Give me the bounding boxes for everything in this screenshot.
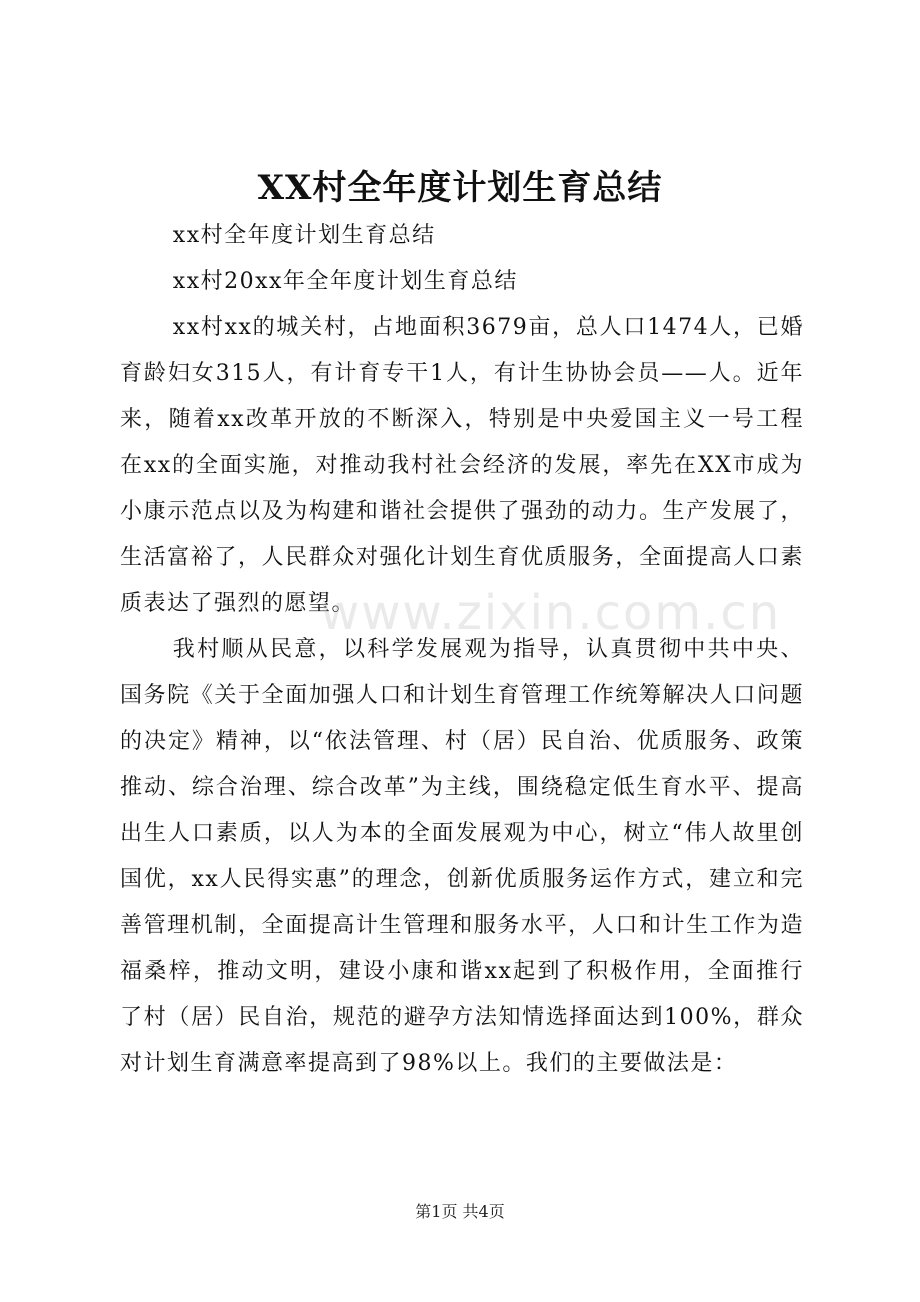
document-body (120, 213, 804, 1087)
paragraph-heading: xx村20xx年全年度计划生育总结 (172, 269, 518, 294)
paragraph-methods: 我村顺从民意，以科学发展观为指导，认真贯彻中共中央、国务院《关于全面加强人口和计划生育管理工作统筹解决人口问题的决定》精神，以“依法管理、村（居）民自治、优质服务、政策推动、综合治理、综合改革”为主线，围绕稳定低生育水平、提高出生人口素质，以人为本的全面发展观为中心，树立“伟人故里创国优，xx人民得实惠”的理念，创新优质服务运作方式，建立和完善管理机制，全面提高计生管理和服务水平，人口和计生工作为造福桑梓，推动文明，建设小康和谐xx起到了积极作用，全面推行了村（居）民自治，规范的避孕方法知情选择面达到100%，群众对计划生育满意率提高到了98%以上。我们的主要做法是： (120, 637, 804, 1076)
document-title: XX村全年度计划生育总结 (257, 168, 663, 208)
paragraph-subtitle: xx村全年度计划生育总结 (172, 223, 436, 248)
paragraph-intro: xx村xx的城关村，占地面积3679亩，总人口1474人，已婚育龄妇女315人，有计育专干1人，有计生协协会员——人。近年来，随着xx改革开放的不断深入，特别是中央爱国主义一号工程在xx的全面实施，对推动我村社会经济的发展，率先在XX市成为小康示范点以及为构建和谐社会提供了强劲的动力。生产发展了，生活富裕了，人民群众对强化计划生育优质服务，全面提高人口素质表达了强烈的愿望。 (120, 315, 804, 616)
watermark: www.zixin.com.cn (320, 585, 782, 641)
page-footer: 第1页 共4页 (415, 1202, 505, 1221)
